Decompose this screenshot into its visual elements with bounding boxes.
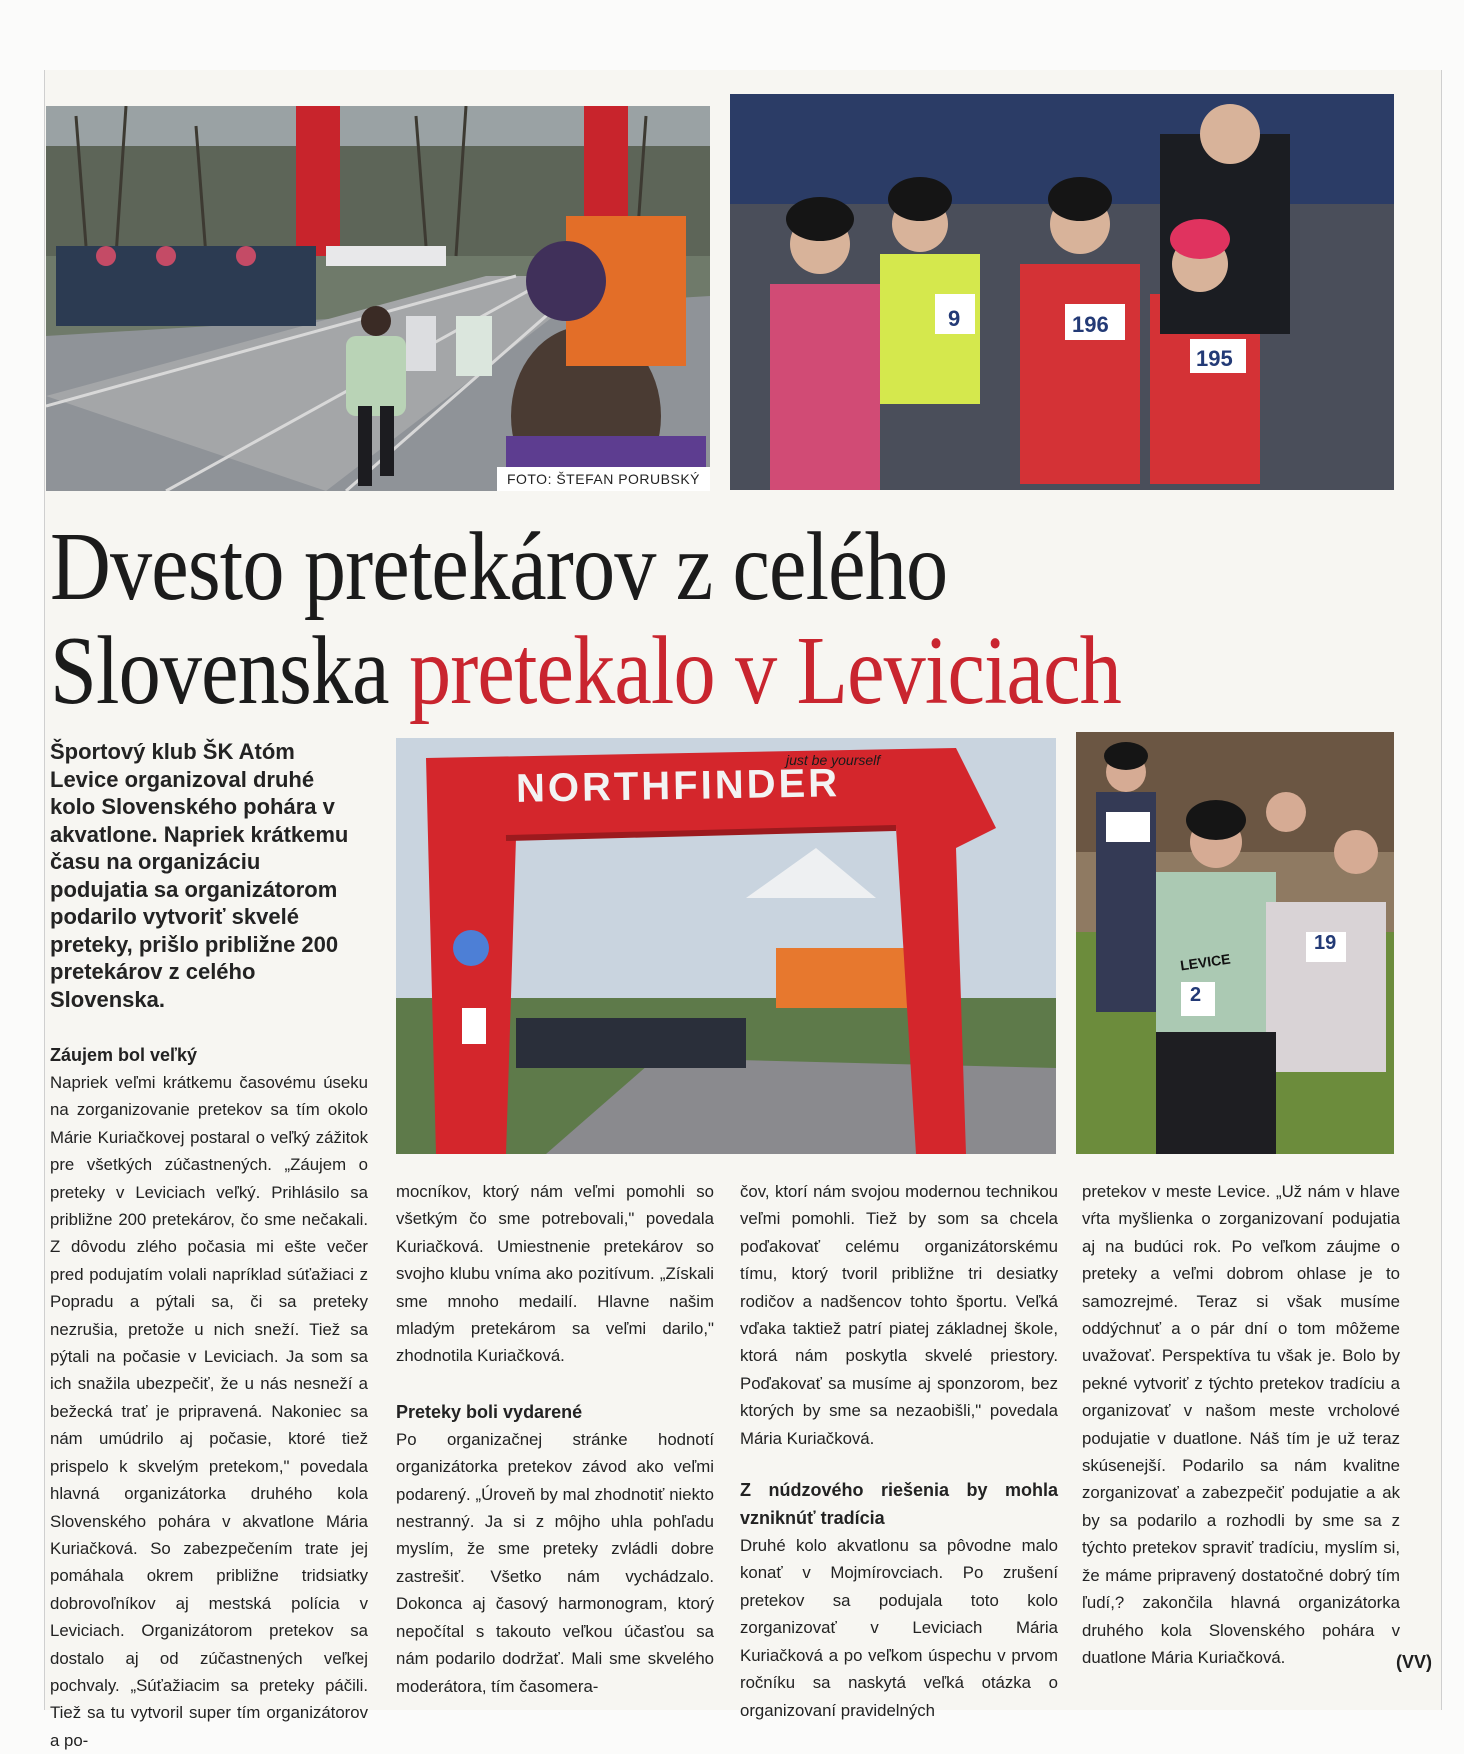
shirt-text: LEVICE [1179, 950, 1232, 974]
column-1 [50, 1041, 368, 1754]
column-3 [740, 1178, 1058, 1724]
photo-runners [46, 106, 710, 491]
section-title-preteky: Preteky boli vydarené [396, 1401, 583, 1422]
headline [50, 515, 1202, 723]
headline-line-2 [50, 619, 1202, 723]
bib-2: 2 [1190, 984, 1202, 1006]
photo-finish-arch [396, 738, 1056, 1154]
bib-196: 196 [1072, 312, 1109, 337]
bib-19: 19 [1314, 932, 1337, 954]
column-4-text: pretekov v meste Levice. „Už nám v hlave vŕta myšlienka o zorganizovaní podujatia aj na budúci rok. Po veľkom záujme o preteky a veľmi dobrom ohlase je to samozrejmé. Teraz si však musíme oddýchnuť a o pár dní o tom môžeme uvažovať. Perspektíva tu však je. Bolo by pekné vytvoriť z týchto pretekov tradíciu a organizovať v našom meste vrcholové podujatie v duatlone. Náš tím je už teraz skúsenejší. Podarilo sa nám kvalitne zorganizovať a zabezpečiť podujatie a ak by sa podarilo a rozhodli by sme sa z týchto pretekov spraviť tradíciu, myslím si, že máme pripravený dostatočné dobrý tím ľudí,? zakončila hlavná organizátorka druhého kola Slovenského pohára v duatlone Mária Kuriačková. [1082, 1182, 1400, 1667]
photo-kids-start [1076, 732, 1394, 1154]
section-text-preteky: Po organizačnej stránke hodnotí organizátorka pretekov závod ako veľmi podarený. „Úroveň by mal zhodnotiť niekto nestranný. Ja si z môjho uhla pohľadu myslím, že sme preteky zvládli dobre zastrešiť. Všetko nám vychádzalo. Dokonca aj časový harmonogram, ktorý nepočítal s takouto veľkou účasťou sa nám podarilo dodržať. Mali sme skvelého moderátora, tím časomera- [396, 1429, 714, 1696]
column-2 [396, 1178, 714, 1700]
section-title-nudzoveho: Z núdzového riešenia by mohla vzniknúť tradícia [740, 1480, 1058, 1529]
lead-paragraph: Športový klub ŠK Atóm Levice organizoval druhé kolo Slovenského pohára v akvatlone. Napriek krátkemu času na organizáciu podujatia sa organizátorom podarilo vytvoriť skvelé preteky, prišlo približne 200 pretekárov z celého Slovenska. [50, 739, 349, 1012]
column-3-text: čov, ktorí nám svojou modernou technikou veľmi pomohli. Tiež by som sa chcela poďakovať celému organizátorskému tímu, ktorý tvoril približne tri desiatky rodičov a nadšencov tohto športu. Veľká vďaka taktiež patrí piatej základnej škole, ktorá nám poskytla skvelé priestory. Poďakovať sa musíme aj sponzorom, bez ktorých by sme sa nezaobišli," povedala Mária Kuriačková. [740, 1182, 1058, 1448]
headline-red-part: pretekalo v Leviciach [408, 617, 1121, 725]
bib-9: 9 [948, 306, 961, 331]
author-signature: (VV) [1396, 1652, 1432, 1672]
bib-195: 195 [1196, 346, 1233, 371]
headline-black-part: Slovenska [50, 617, 409, 725]
headline-line-1: Dvesto pretekárov z celého [50, 513, 948, 621]
section-text-nudzoveho: Druhé kolo akvatlonu sa pôvodne malo konať v Mojmírovciach. Po zrušení pretekov sa podujala toto kolo zorganizovať v Leviciach Mária Kuriačková a po veľkom úspechu v prvom ročníku sa naskytá veľká otázka o organizovaní pravidelných [740, 1536, 1058, 1720]
photo-children [730, 94, 1394, 490]
photo-credit: FOTO: ŠTEFAN PORUBSKÝ [497, 467, 710, 491]
column-2-text: mocníkov, ktorý nám veľmi pomohli so všetkým čo sme potrebovali," povedala Kuriačková. Umiestnenie pretekárov so svojho klubu vníma ako pozitívum. „Získali sme mnoho medailí. Hlavne našim mladým pretekárom sa veľmi darilo," zhodnotila Kuriačková. [396, 1182, 714, 1366]
arch-brand-text: NORTHFINDER [515, 761, 841, 811]
section-text-zaujem: Napriek veľmi krátkemu časovému úseku na zorganizovanie pretekov sa tím okolo Márie Kuriačkovej postaral o veľký zážitok pre všetkých zúčastnených. „Záujem o preteky v Leviciach veľký. Prihlásilo sa približne 200 pretekárov, čo sme nečakali. Z dôvodu zlého počasia mi ešte večer pred podujatím volali napríklad súťažiaci z Popradu a pýtali sa, či sa preteky nezrušia, pretože u nich sneží. Tiež sa pýtali na počasie v Leviciach. Ja som sa ich snažila ubezpečiť, že u nás nesneží a bežecká trať je pripravená. Nakoniec sa nám umúdrilo aj počasie, ktoré tiež prispelo k skvelým pretekom," povedala hlavná organizátorka druhého kola Slovenského pohára v akvatlone Mária Kuriačková. So zabezpečením trate jej pomáhala okrem približne tridsiatky dobrovoľníkov aj mestská polícia v Leviciach. Organizátorom pretekov sa dostalo aj od zúčastnených veľkej pochvaly. „Súťažiacim sa preteky páčili. Tiež sa tu vytvoril super tím organizátorov a po- [50, 1073, 368, 1750]
arch-slogan-text: just be yourself [786, 752, 881, 768]
section-title-zaujem: Záujem bol veľký [50, 1045, 197, 1065]
column-4 [1082, 1178, 1400, 1671]
